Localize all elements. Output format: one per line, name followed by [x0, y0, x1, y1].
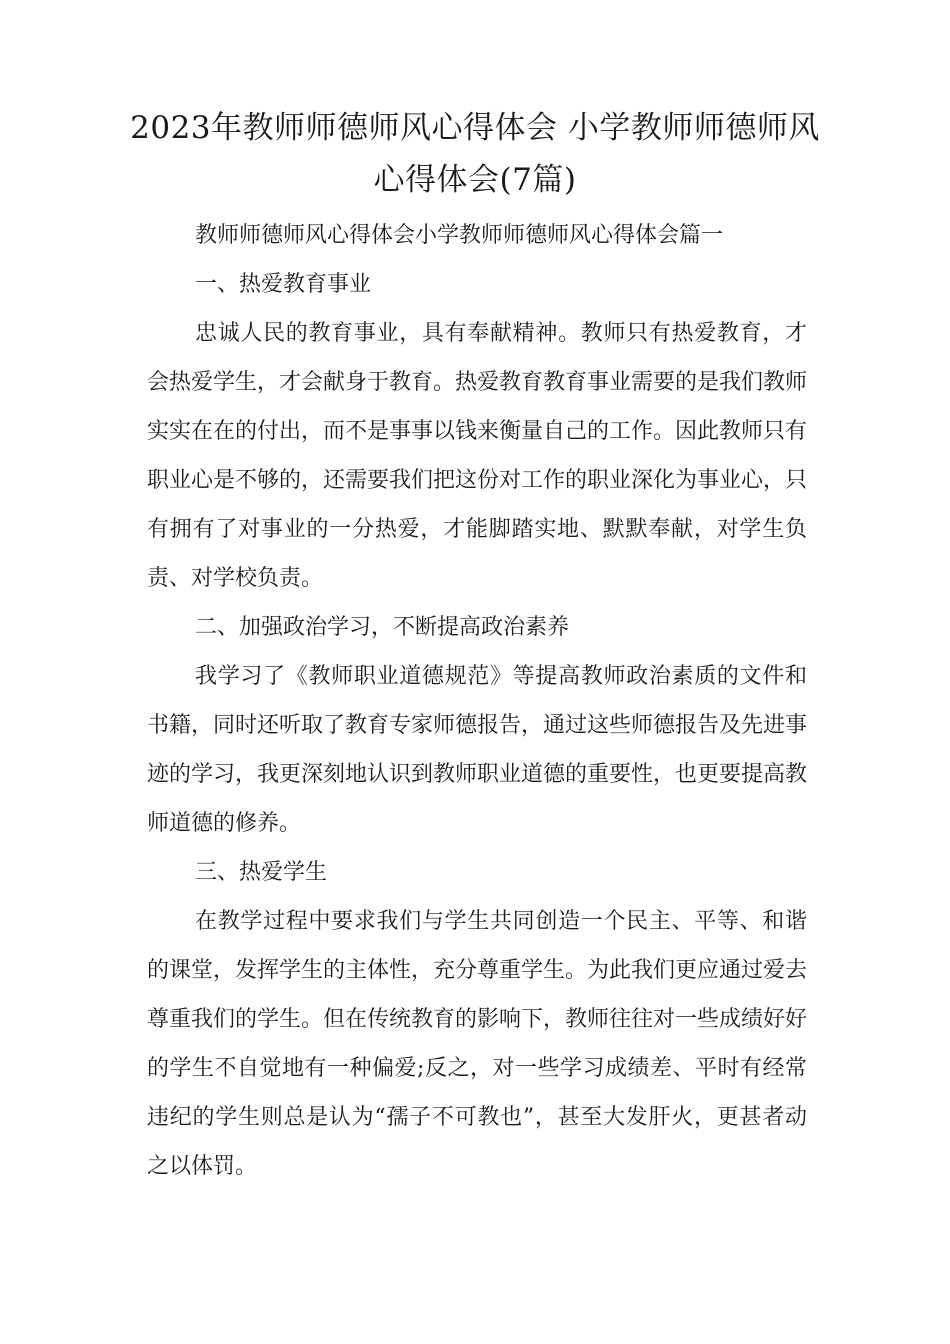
document-title: 2023年教师师德师风心得体会 小学教师师德师风心得体会(7篇) — [130, 110, 820, 198]
document-body — [147, 211, 807, 1191]
paragraph-article-heading: 教师师德师风心得体会小学教师师德师风心得体会篇一 — [195, 223, 724, 248]
paragraph-section-1-heading: 一、热爱教育事业 — [195, 272, 372, 297]
paragraph-section-2-body: 我学习了《教师职业道德规范》等提高教师政治素质的文件和书籍，同时还听取了教育专家师德报告，通过这些师德报告及先进事迹的学习，我更深刻地认识到教师职业道德的重要性，也更要提高教师道德的修养。 — [147, 664, 808, 836]
paragraph-section-2-heading: 二、加强政治学习，不断提高政治素养 — [195, 615, 570, 640]
paragraph-section-1-body: 忠诚人民的教育事业，具有奉献精神。教师只有热爱教育，才会热爱学生，才会献身于教育。热爱教育教育事业需要的是我们教师实实在在的付出，而不是事事以钱来衡量自己的工作。因此教师只有职业心是不够的，还需要我们把这份对工作的职业深化为事业心，只有拥有了对事业的一分热爱，才能脚踏实地、默默奉献，对学生负责、对学校负责。 — [147, 321, 808, 591]
paragraph-section-3-heading: 三、热爱学生 — [195, 860, 328, 885]
paragraph-section-3-body: 在教学过程中要求我们与学生共同创造一个民主、平等、和谐的课堂，发挥学生的主体性，充分尊重学生。为此我们更应通过爱去尊重我们的学生。但在传统教育的影响下，教师往往对一些成绩好好的学生不自觉地有一种偏爱;反之，对一些学习成绩差、平时有经常违纪的学生则总是认为“孺子不可教也”，甚至大发肝火，更甚者动之以体罚。 — [147, 909, 808, 1179]
